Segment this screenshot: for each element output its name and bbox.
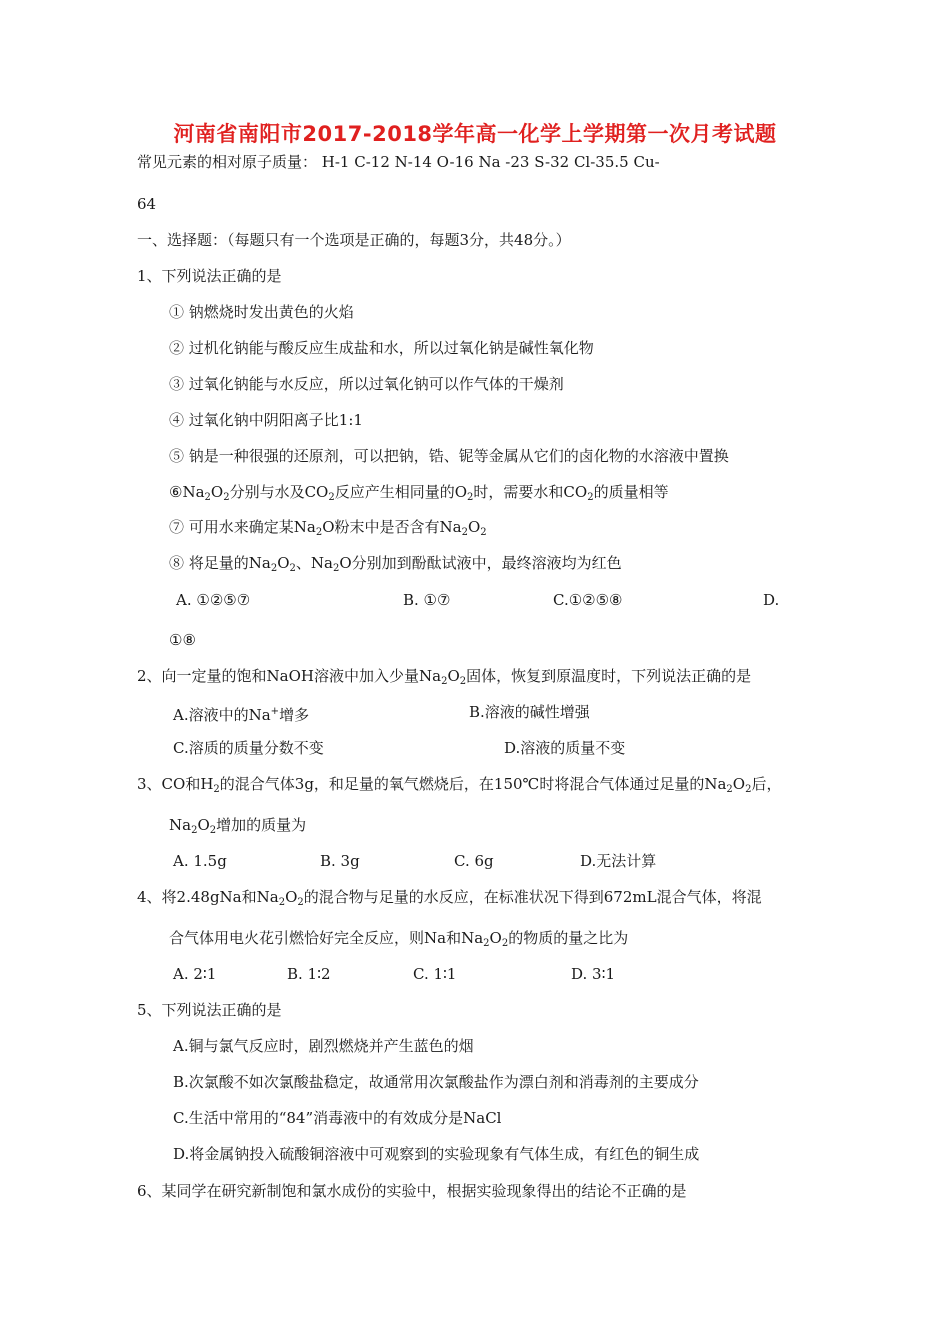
question-1-option-c: C.①②⑤⑧: [553, 591, 623, 609]
question-4-stem-continued: 合气体用电火花引燃恰好完全反应，则Na和$Na_2O_2$的物质的量之比为: [169, 929, 629, 949]
question-1-item-5: ⑤ 钠是一种很强的还原剂，可以把钠，锆、铌等金属从它们的卤化物的水溶液中置换: [169, 447, 729, 465]
question-1-item-1: ① 钠燃烧时发出黄色的火焰: [169, 303, 354, 321]
question-2-option-c: C.溶质的质量分数不变: [173, 739, 324, 757]
question-1-item-7: ⑦ 可用水来确定某$Na_2O$粉末中是否含有$Na_2O_2$: [169, 518, 487, 538]
question-5-option-a: A.铜与氯气反应时，剧烈燃烧并产生蓝色的烟: [173, 1037, 474, 1055]
question-5-option-c: C.生活中常用的“84”消毒液中的有效成分是NaCl: [173, 1109, 502, 1127]
question-3-option-b: B. 3g: [320, 852, 360, 870]
question-3-stem: 3、CO和$H_2$的混合气体3g，和足量的氧气燃烧后，在150℃时将混合气体通过足量的$Na_2O_2$后，: [137, 775, 782, 795]
question-1-item-2: ② 过机化钠能与酸反应生成盐和水，所以过氧化钠是碱性氧化物: [169, 339, 594, 357]
question-4-option-d: D. 3∶1: [571, 965, 616, 983]
question-2-option-b: B.溶液的碱性增强: [469, 703, 590, 721]
question-3-option-d: D.无法计算: [580, 852, 657, 870]
question-4-option-b: B. 1∶2: [287, 965, 331, 983]
question-5-option-b: B.次氯酸不如次氯酸盐稳定，故通常用次氯酸盐作为漂白剂和消毒剂的主要成分: [173, 1073, 699, 1091]
question-2-stem: 2、向一定量的饱和NaOH溶液中加入少量$Na_2O_2$固体，恢复到原温度时，下列说法正确的是: [137, 667, 752, 687]
question-4-option-c: C. 1∶1: [413, 965, 457, 983]
section-heading: 一、选择题：（每题只有一个选项是正确的，每题3分，共48分。）: [137, 231, 571, 249]
question-3-option-c: C. 6g: [454, 852, 494, 870]
atomic-mass-line-2: 64: [137, 195, 157, 213]
question-1-option-d-continued: ①⑧: [169, 631, 196, 649]
question-1-option-d: D.: [763, 591, 780, 609]
question-1-item-4: ④ 过氧化钠中阴阳离子比1:1: [169, 411, 363, 429]
question-3-option-a: A. 1.5g: [173, 852, 227, 870]
question-2-option-d: D.溶液的质量不变: [504, 739, 626, 757]
question-5-stem: 5、下列说法正确的是: [137, 1001, 282, 1019]
page-title: 河南省南阳市2017-2018学年高一化学上学期第一次月考试题: [173, 122, 777, 146]
question-1-item-6: $⑥Na_2O_2$分别与水及$CO_2$反应产生相同量的$O_2$时，需要水和$CO_2$的质量相等: [169, 483, 669, 503]
atomic-mass-line-1: 常见元素的相对原子质量： H-1 C-12 N-14 O-16 Na -23 S-32 Cl-35.5 Cu-: [137, 153, 660, 171]
question-1-stem: 1、下列说法正确的是: [137, 267, 282, 285]
question-1-item-3: ③ 过氧化钠能与水反应，所以过氧化钠可以作气体的干燥剂: [169, 375, 564, 393]
question-5-option-d: D.将金属钠投入硫酸铜溶液中可观察到的实验现象有气体生成，有红色的铜生成: [173, 1145, 700, 1163]
question-1-option-a: A. ①②⑤⑦: [176, 591, 251, 609]
question-1-option-b: B. ①⑦: [403, 591, 451, 609]
question-3-stem-continued: $Na_2O_2$增加的质量为: [169, 816, 307, 836]
question-6-stem: 6、某同学在研究新制饱和氯水成份的实验中，根据实验现象得出的结论不正确的是: [137, 1182, 687, 1200]
question-2-option-a: A.溶液中的Na+增多: [173, 706, 310, 724]
question-4-stem: 4、将2.48gNa和$Na_2O_2$的混合物与足量的水反应，在标准状况下得到672mL混合气体，将混: [137, 888, 762, 908]
question-4-option-a: A. 2∶1: [173, 965, 217, 983]
question-1-item-8: ⑧ 将足量的$Na_2O_2$、$Na_2O$分别加到酚酞试液中，最终溶液均为红色: [169, 554, 622, 574]
